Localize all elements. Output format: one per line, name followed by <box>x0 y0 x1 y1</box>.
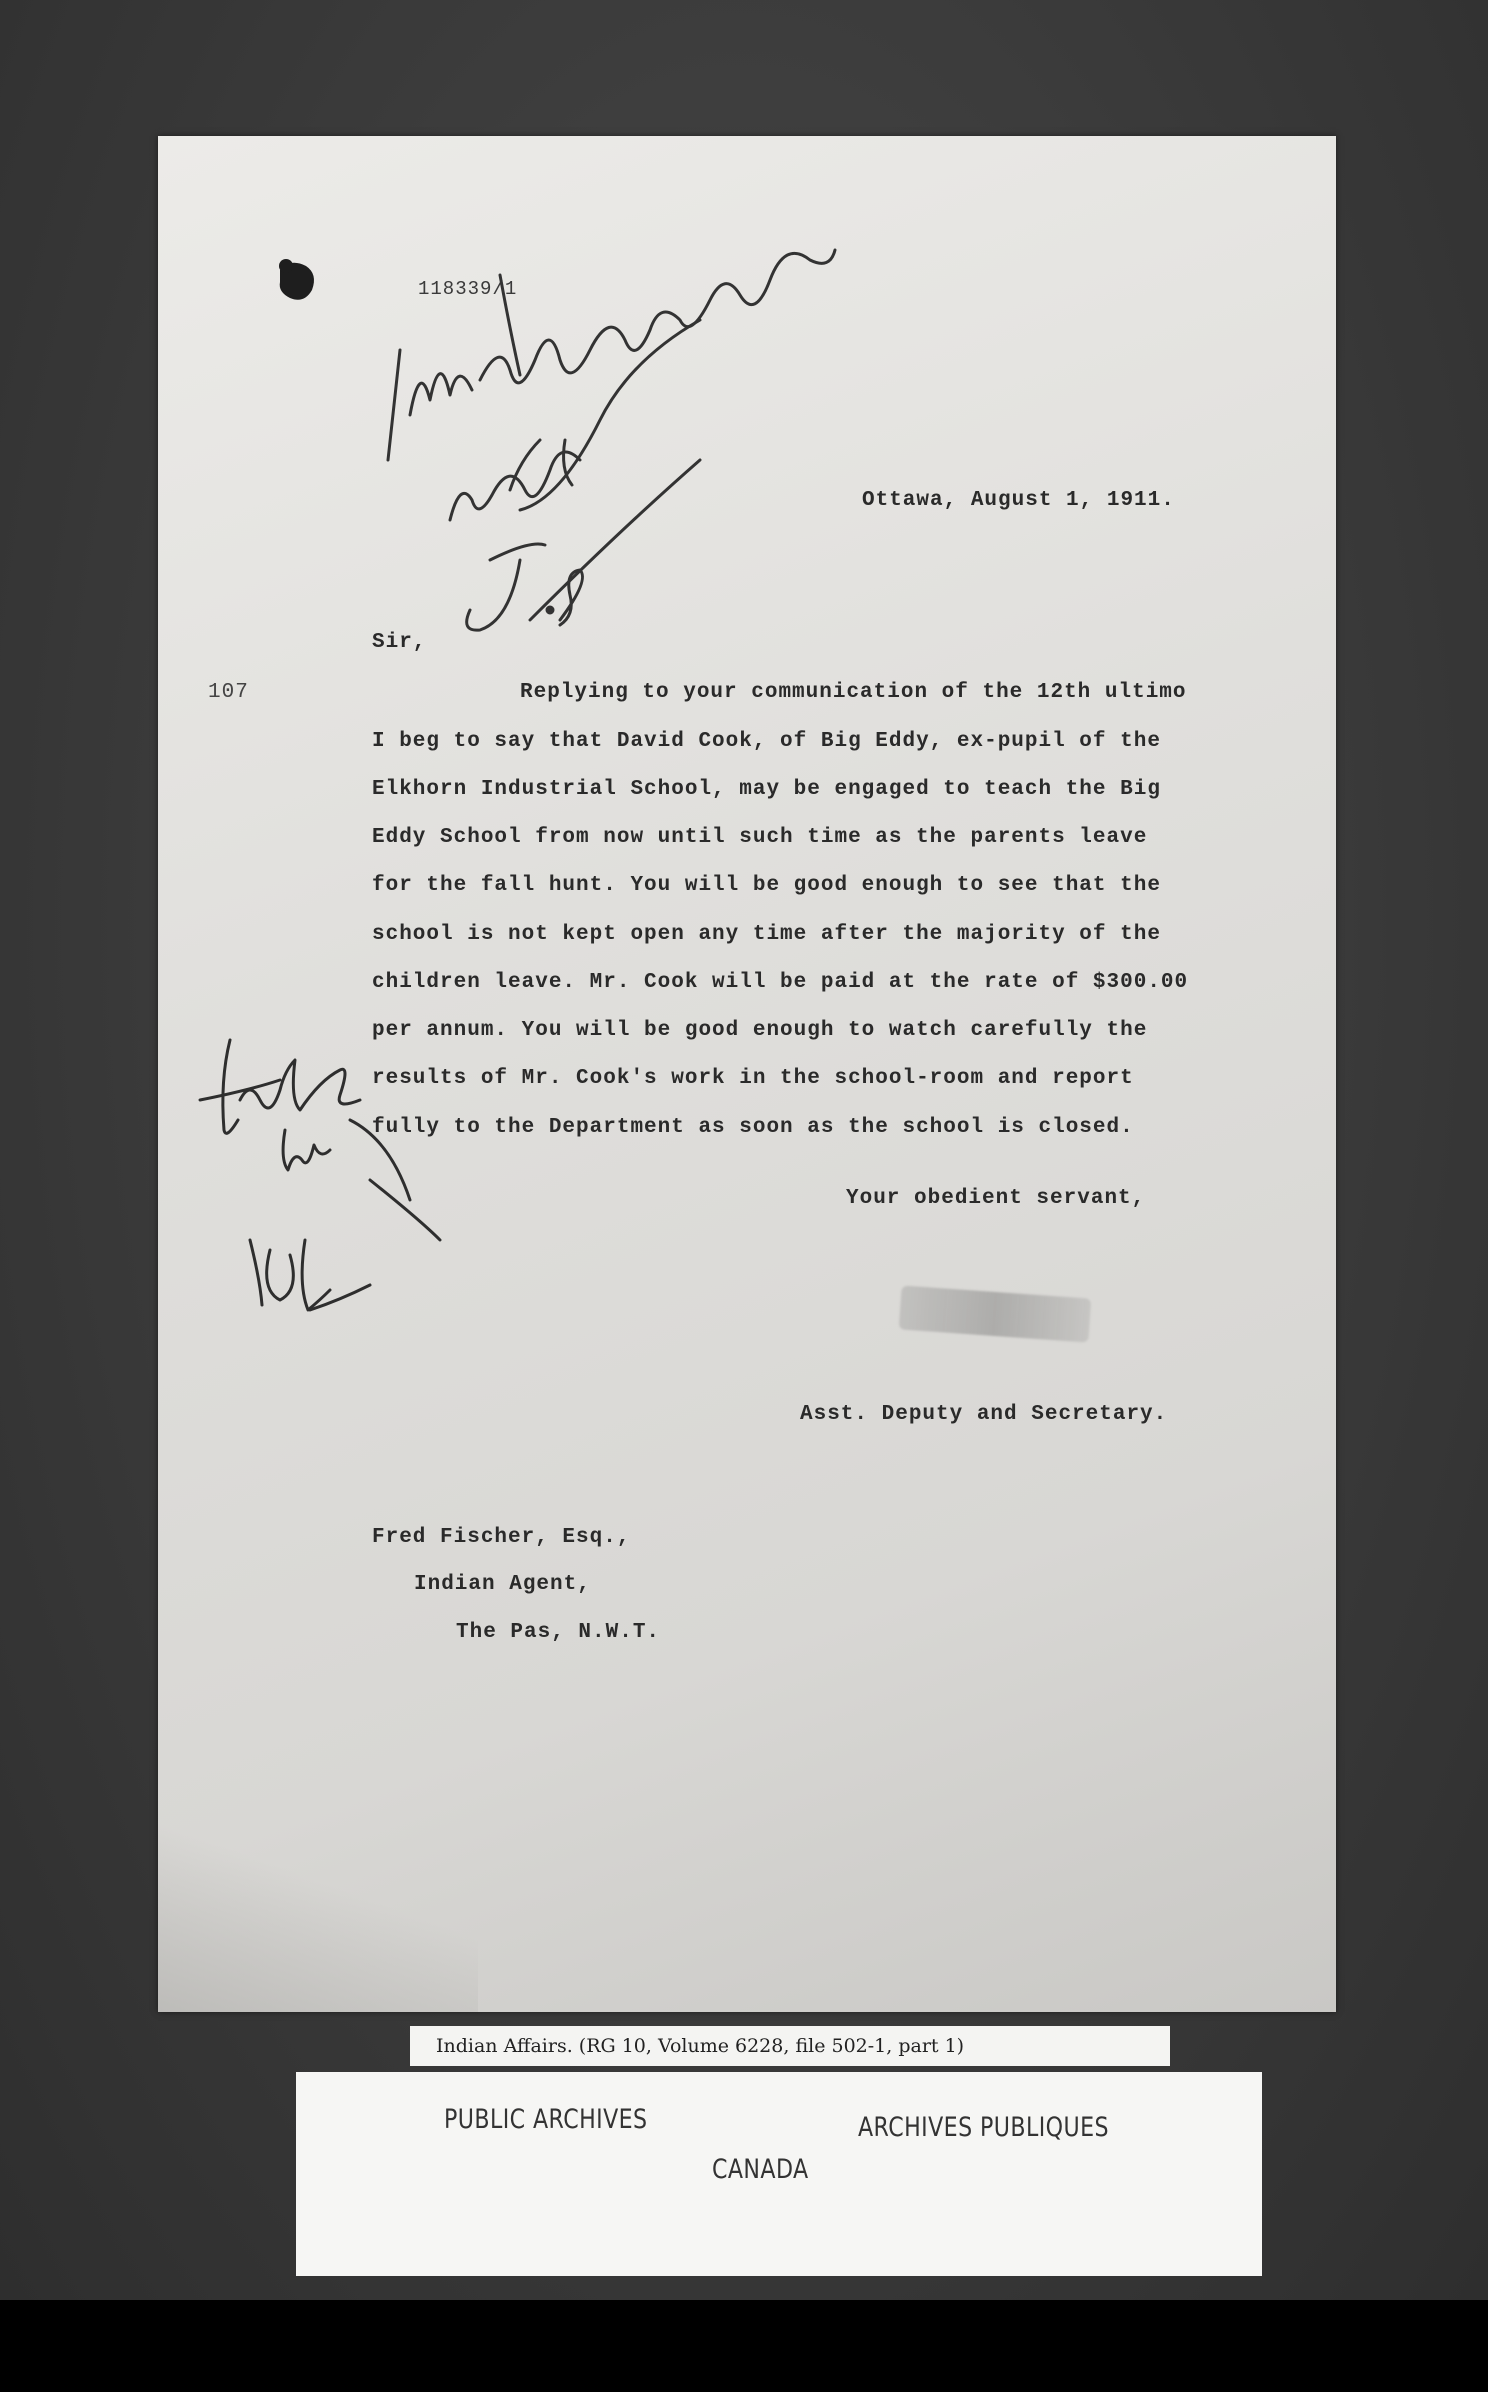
body-line: Replying to your communication of the 12th ultimo <box>520 681 1187 704</box>
letter-date: Ottawa, August 1, 1911. <box>862 489 1175 512</box>
margin-number: 107 <box>208 681 249 704</box>
body-line: I beg to say that David Cook, of Big Eddy, ex-pupil of the <box>372 730 1161 753</box>
archive-label-right: ARCHIVES PUBLIQUES <box>858 2112 1109 2143</box>
body-line: fully to the Department as soon as the school is closed. <box>372 1116 1134 1139</box>
address-line: Fred Fischer, Esq., <box>372 1526 631 1549</box>
signature-title: Asst. Deputy and Secretary. <box>800 1403 1168 1426</box>
archive-label-left: PUBLIC ARCHIVES <box>444 2104 648 2135</box>
salutation: Sir, <box>372 631 427 654</box>
scan-border-bottom <box>0 2300 1488 2392</box>
page-corner-shading <box>158 1812 478 2012</box>
body-line: children leave. Mr. Cook will be paid at the rate of $300.00 <box>372 971 1189 994</box>
body-line: school is not kept open any time after the majority of the <box>372 923 1161 946</box>
caption-text: Indian Affairs. (RG 10, Volume 6228, file 502-1, part 1) <box>436 2035 965 2057</box>
address-line: Indian Agent, <box>414 1573 591 1596</box>
archive-label <box>296 2072 1262 2276</box>
body-line: per annum. You will be good enough to watch carefully the <box>372 1019 1148 1042</box>
body-line: Elkhorn Industrial School, may be engaged to teach the Big <box>372 778 1161 801</box>
body-line: Eddy School from now until such time as the parents leave <box>372 826 1148 849</box>
handwritten-initials-margin <box>190 1000 490 1340</box>
address-line: The Pas, N.W.T. <box>456 1621 661 1644</box>
archive-reference-caption <box>410 2026 1170 2066</box>
file-number: 118339/1 <box>418 278 518 300</box>
body-line: for the fall hunt. You will be good enough to see that the <box>372 874 1161 897</box>
body-line: results of Mr. Cook's work in the school-room and report <box>372 1067 1134 1090</box>
archive-label-center: CANADA <box>712 2154 809 2185</box>
handwritten-annotation-top <box>360 200 840 660</box>
ink-mark <box>268 252 328 312</box>
closing: Your obedient servant, <box>846 1187 1146 1210</box>
